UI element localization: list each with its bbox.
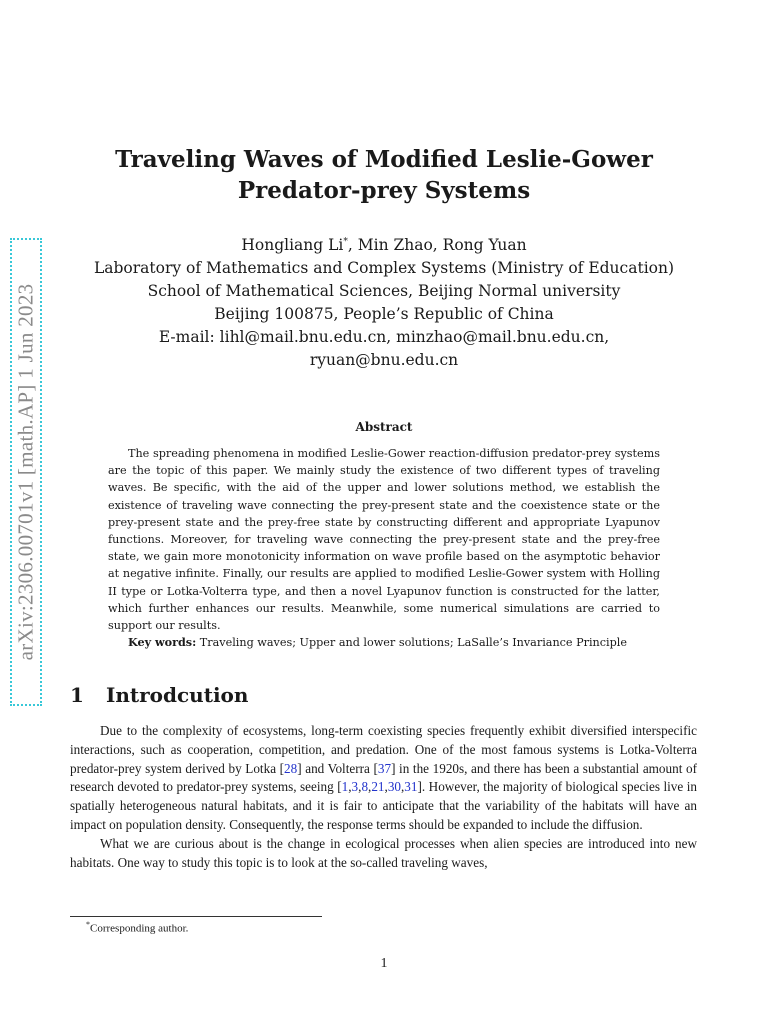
citation-link[interactable]: 30 [387,779,401,795]
paper-title [70,144,698,206]
text-run: ] in the 1920s, and there has been a substantial amount of research devoted to predator-prey systems, seeing [ [70,760,697,795]
text-run: Due to the complexity of ecosystems, long-term coexisting species frequently exhibit diversified interspecific interactions, such as cooperation, competition, and predation. One of the most famous systems is Lotka-Volterra predator-prey system derived by Lotka [ [70,723,697,776]
section-number: 1 [70,683,84,707]
title-line-1: Traveling Waves of Modified Leslie-Gower [115,146,653,173]
citation-link[interactable]: 31 [404,779,418,795]
footnote [86,920,188,935]
citation-link[interactable]: 1 [341,779,349,795]
author-names [70,231,698,257]
author-block [70,231,698,372]
keywords-text: Traveling waves; Upper and lower solutions; LaSalle’s Invariance Principle [199,636,627,650]
abstract [108,445,660,651]
citation-link[interactable]: 21 [371,779,385,795]
body-text [70,722,697,872]
author-emails-cont: ryuan@bnu.edu.cn [309,351,459,370]
abstract-text: The spreading phenomena in modified Leslie-Gower reaction-diffusion predator-prey systems are the topic of this paper. We mainly study the existence of two different types of traveling waves. Be specific, with the aid of the upper and lower solutions method, we establish the existence of traveling wave connecting the prey-present state and the coexistence state or the prey-present state and the prey-free state by constructing different and appropriate Lyapunov functions. Moreover, for traveling wave connecting the prey-present state and the prey-free state, we gain more monotonicity information on wave profile based on the asymptotic behavior at negative infinite. Finally, our results are applied to modified Leslie-Gower system with Holling II type or Lotka-Volterra type, and then a novel Lyapunov function is constructed for the latter, which further enhances our results. Meanwhile, some numerical simulations are carried to support our results. [108,447,660,633]
paragraph-1: Due to the complexity of ecosystems, long-term coexisting species frequently exhibit diversified interspecific interactions, such as cooperation, competition, and predation. One of the most famous systems is Lotka-Volterra predator-prey system derived by Lotka [28] and Volterra [37] in the 1920s, and there has been a substantial amount of research devoted to predator-prey systems, seeing [1,3,8,21,30,31]. However, the majority of biological species live in spatially heterogeneous natural habitats, and it is fair to anticipate that the variability of the habitats will have an impact on population density. Consequently, the response terms should be expanded to include the diffusion. [70,723,698,832]
affiliation-address: Beijing 100875, People’s Republic of China [214,305,554,324]
title-line-2: Predator-prey Systems [237,177,531,204]
section-title: Introdcution [106,683,249,707]
citation-link[interactable]: 37 [377,760,392,776]
arxiv-id: arXiv:2306.00701v1 [math.AP] 1 Jun 2023 [13,283,38,661]
other-authors: , Min Zhao, Rong Yuan [347,236,527,255]
footnote-rule [70,916,322,917]
footnote-text: Corresponding author. [90,922,189,935]
affiliation-school: School of Mathematical Sciences, Beijing Normal university [147,282,621,301]
text-run: ]. However, the majority of biological species live in spatially heterogeneous natural habitats, and it is fair to anticipate that the variability of the habitats will have an impact on population density. Consequently, the response terms should be expanded to include the diffusion. [70,779,698,832]
paragraph-2: What we are curious about is the change in ecological processes when alien species are introduced into new habitats. One way to study this topic is to look at the so-called traveling waves, [70,835,697,870]
section-heading [70,683,248,707]
footnote-mark: * [86,920,90,929]
first-author: Hongliang Li [241,236,344,255]
arxiv-stamp [10,238,42,706]
corresponding-mark: * [343,237,348,247]
page-number: 1 [380,956,388,971]
citation-link[interactable]: 3 [351,779,359,795]
affiliation-lab: Laboratory of Mathematics and Complex Systems (Ministry of Education) [93,259,675,278]
author-emails: E-mail: lihl@mail.bnu.edu.cn, minzhao@mail.bnu.edu.cn, [158,328,610,347]
citation-link[interactable]: 8 [361,779,369,795]
keywords-label: Key words: [128,635,197,650]
text-run: ] and Volterra [ [297,760,378,776]
keywords [108,634,660,651]
abstract-heading: Abstract [355,420,413,434]
citation-link[interactable]: 28 [284,760,298,776]
